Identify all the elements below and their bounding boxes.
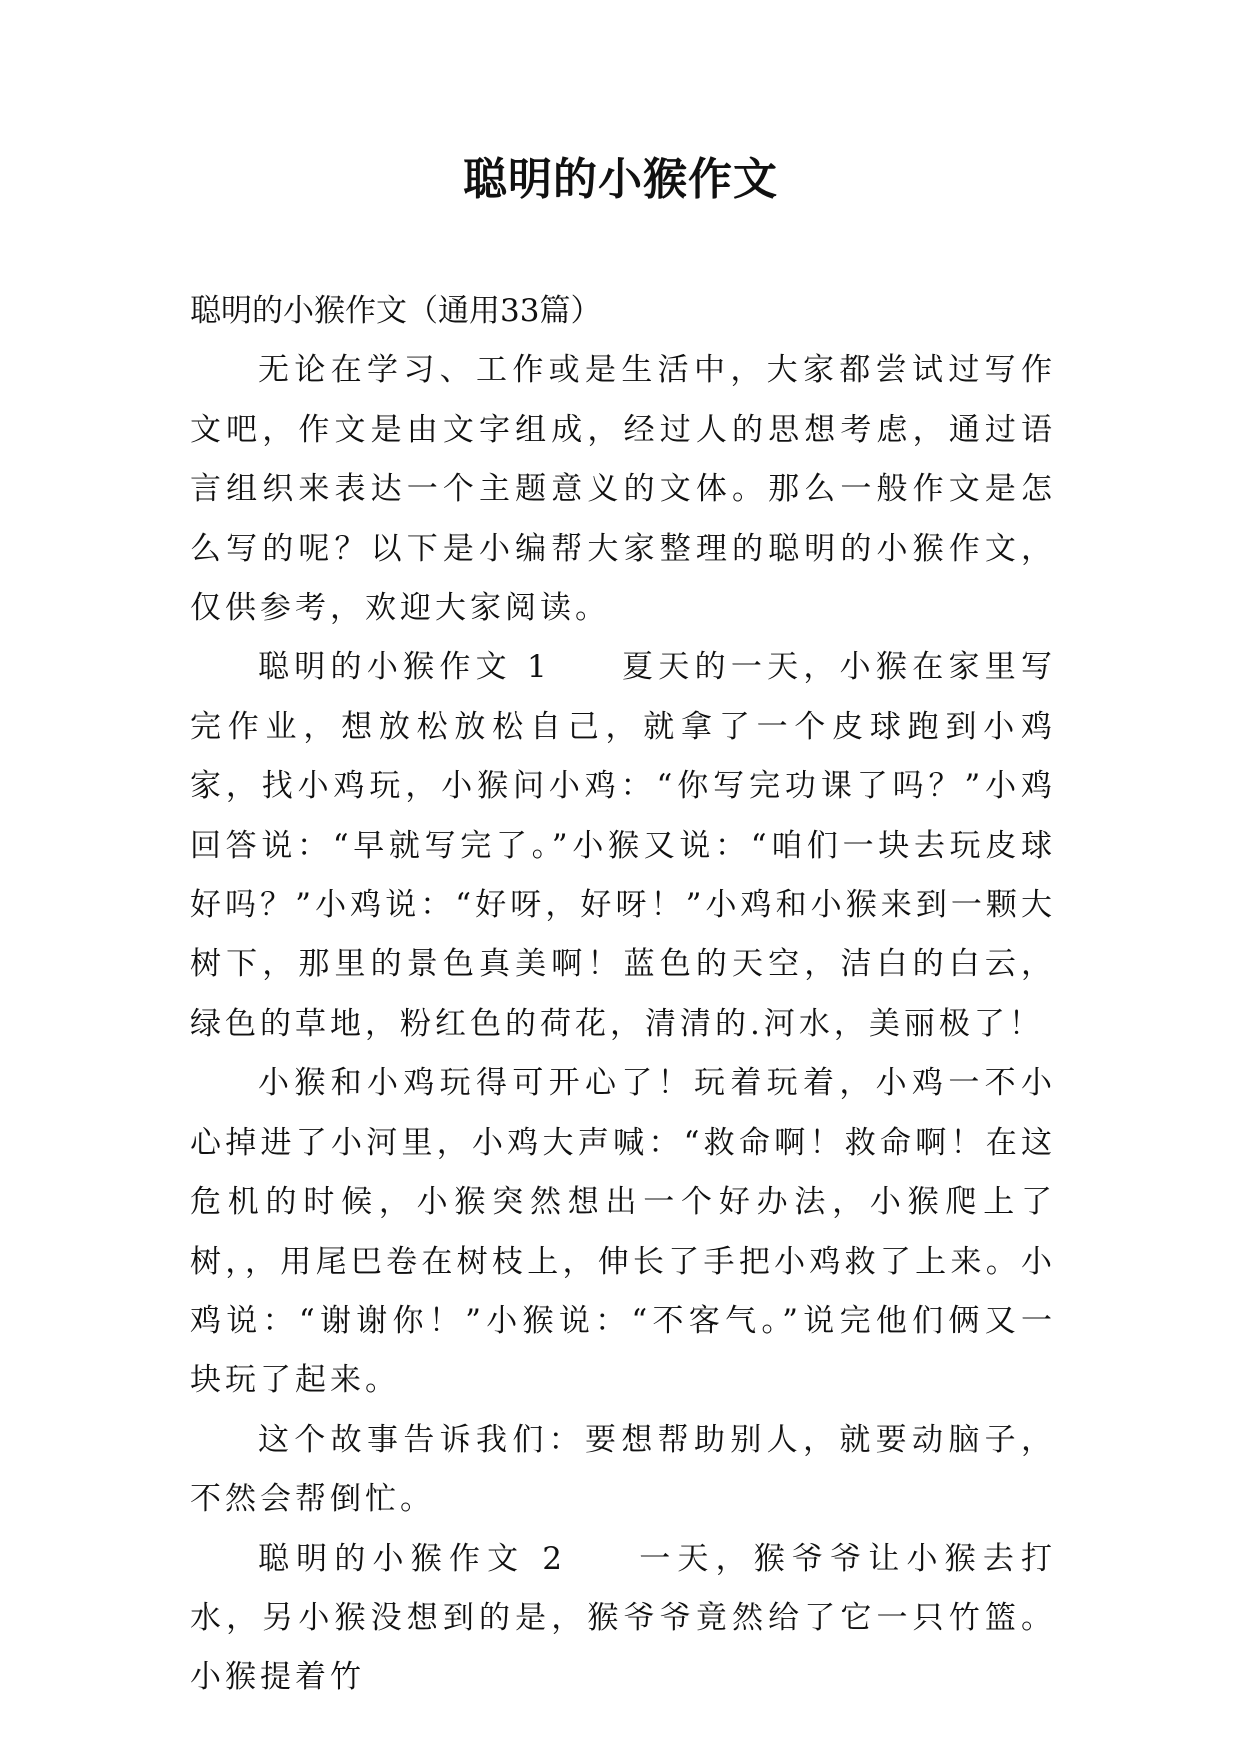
- essay-1-paragraph-3: 这个故事告诉我们：要想帮助别人，就要动脑子，不然会帮倒忙。: [190, 1421, 1056, 1518]
- essay-2-paragraph-1: [190, 1530, 1056, 1708]
- intro-paragraph: 无论在学习、工作或是生活中，大家都尝试过写作文吧，作文是由文字组成，经过人的思想考虑，通过语言组织来表达一个主题意义的文体。那么一般作文是怎么写的呢？以下是小编帮大家整理的聪明的小猴作文，仅供参考，欢迎大家阅读。: [190, 352, 1056, 627]
- essay-1-paragraph-1-text: 夏天的一天，小猴在家里写完作业，想放松放松自己，就拿了一个皮球跑到小鸡家，找小鸡玩，小猴问小鸡：“你写完功课了吗？”小鸡回答说：“早就写完了。”小猴又说：“咱们一块去玩皮球好吗？”小鸡说：“好呀，好呀！”小鸡和小猴来到一颗大树下，那里的景色真美啊！蓝色的天空，洁白的白云，绿色的草地，粉红色的荷花，清清的.河水，美丽极了！: [190, 649, 1057, 1042]
- essay-2-heading: 聪明的小猴作文 2: [258, 1540, 567, 1577]
- document-body: [190, 282, 1056, 1708]
- document-subtitle: 聪明的小猴作文（通用33篇）: [190, 293, 602, 329]
- essay-1-heading: 聪明的小猴作文 1: [258, 649, 551, 686]
- document-title: 聪明的小猴作文: [463, 154, 778, 205]
- essay-2-paragraph-1-text: 一天，猴爷爷让小猴去打水，另小猴没想到的是，猴爷爷竟然给了它一只竹篮。小猴提着竹: [190, 1540, 1057, 1696]
- essay-1-paragraph-1: [190, 638, 1056, 1054]
- essay-1-paragraph-2: 小猴和小鸡玩得可开心了！玩着玩着，小鸡一不小心掉进了小河里，小鸡大声喊：“救命啊！救命啊！在这危机的时候，小猴突然想出一个好办法，小猴爬上了树，，用尾巴卷在树枝上，伸长了手把小鸡救了上来。小鸡说：“谢谢你！”小猴说：“不客气。”说完他们俩又一块玩了起来。: [190, 1065, 1056, 1399]
